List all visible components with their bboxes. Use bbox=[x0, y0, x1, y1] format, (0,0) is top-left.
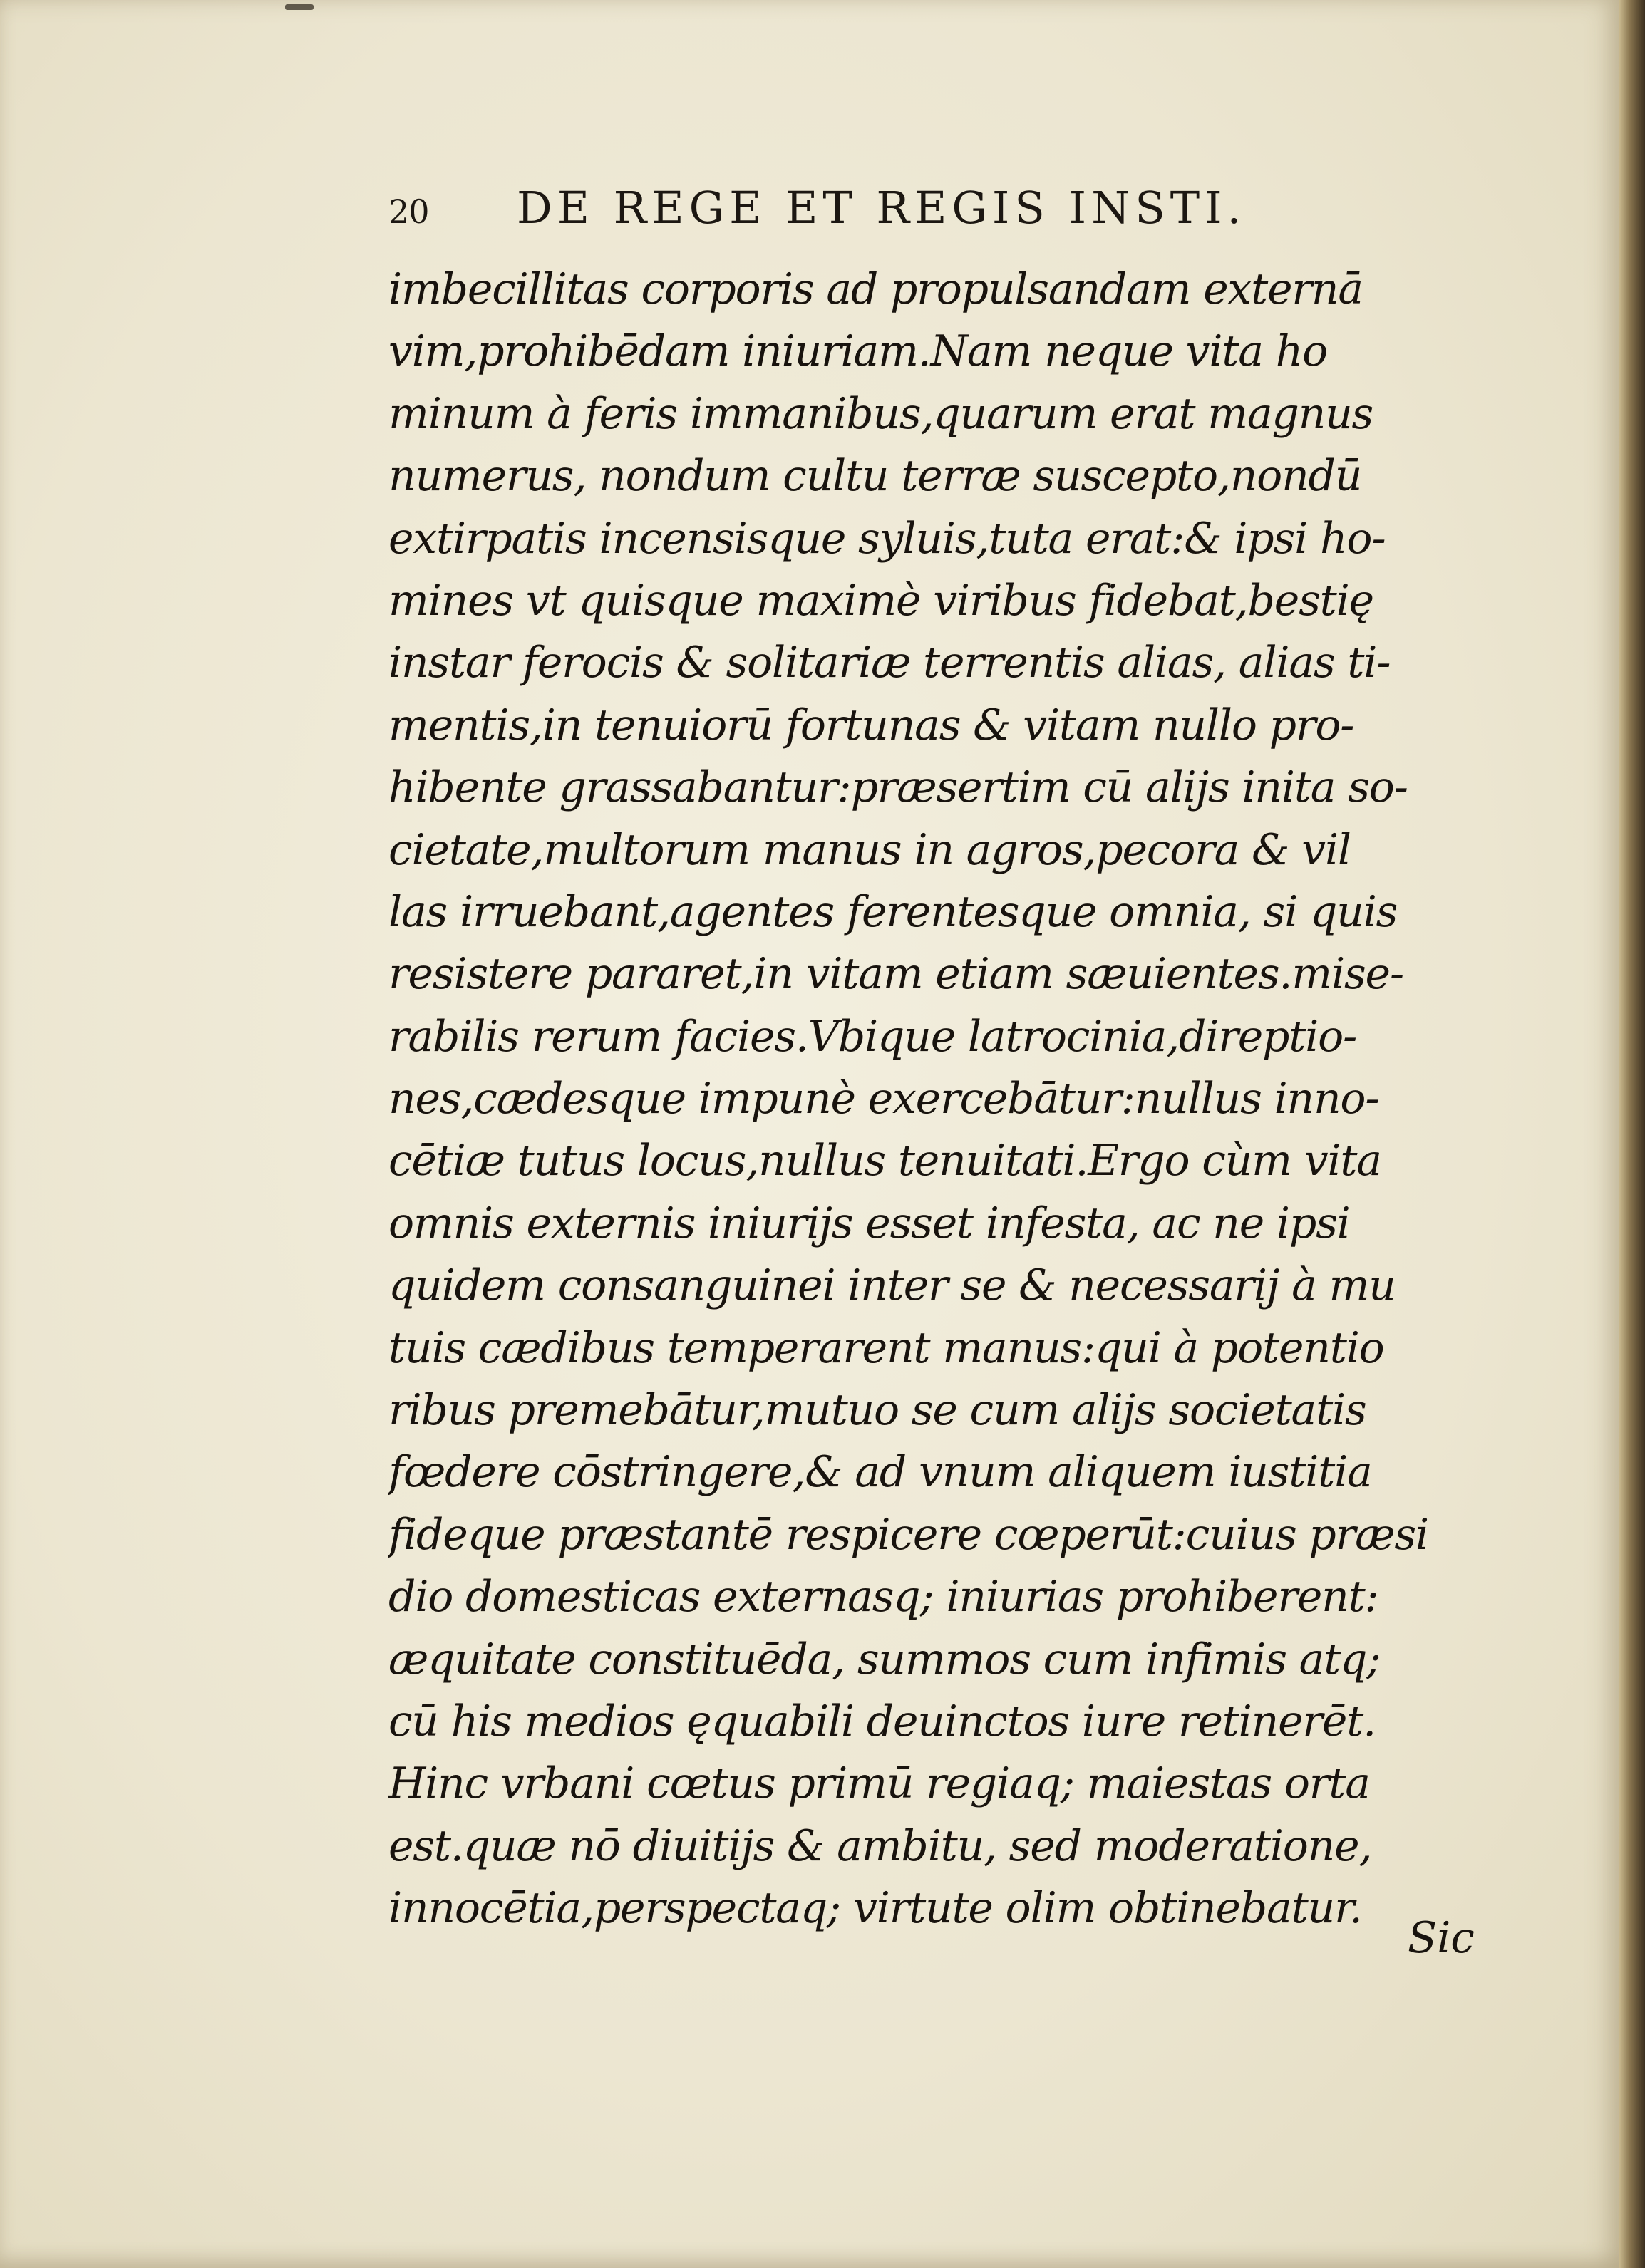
text-line: vim,prohibēdam iniuriam.Nam neque vita ho bbox=[388, 326, 1328, 377]
text-line: instar ferocis & solitariæ terrentis alias, alias ti- bbox=[388, 638, 1391, 688]
text-line: resistere pararet,in vitam etiam sæuientes.mise- bbox=[388, 949, 1403, 1000]
text-line: ribus premebātur,mutuo se cum alijs societatis bbox=[388, 1385, 1366, 1436]
text-line: cētiæ tutus locus,nullus tenuitati.Ergo cùm vita bbox=[388, 1136, 1381, 1186]
text-line: las irruebant,agentes ferentesque omnia, si quis bbox=[388, 886, 1398, 937]
running-head bbox=[388, 182, 1472, 246]
text-line: extirpatis incensisque syluis,tuta erat:& ipsi ho- bbox=[388, 513, 1386, 564]
text-line: cū his medios ęquabili deuinctos iure retinerēt. bbox=[388, 1696, 1376, 1746]
body-text bbox=[388, 259, 1472, 1940]
page-number: 20 bbox=[388, 192, 429, 231]
text-line: mines vt quisque maximè viribus fidebat,bestię bbox=[388, 575, 1373, 626]
text-line: nes,cædesque impunè exercebātur:nullus inno- bbox=[388, 1074, 1379, 1124]
text-line: est.quæ nō diuitijs & ambitu, sed moderatione, bbox=[388, 1821, 1372, 1871]
text-line: mentis,in tenuiorū fortunas & vitam nullo pro- bbox=[388, 700, 1354, 750]
text-line: innocētia,perspectaq; virtute olim obtinebatur. bbox=[388, 1883, 1362, 1934]
text-line: omnis externis iniurijs esset infesta, ac ne ipsi bbox=[388, 1198, 1350, 1248]
text-line: tuis cædibus temperarent manus:qui à potentio bbox=[388, 1322, 1384, 1373]
text-line: cietate,multorum manus in agros,pecora & vil bbox=[388, 824, 1351, 875]
catchword: Sic bbox=[1408, 1913, 1475, 1963]
text-line: fideque præstantē respicere cœperūt:cuius præsi bbox=[388, 1509, 1428, 1560]
text-line: hibente grassabantur:præsertim cū alijs inita so- bbox=[388, 762, 1408, 813]
text-line: dio domesticas externasq; iniurias prohiberent: bbox=[388, 1572, 1378, 1622]
text-line: numerus, nondum cultu terræ suscepto,nondū bbox=[388, 451, 1362, 502]
text-line: rabilis rerum facies.Vbique latrocinia,direptio- bbox=[388, 1011, 1357, 1062]
page-edge-shadow bbox=[1619, 0, 1645, 2268]
text-line: Hinc vrbani cœtus primū regiaq; maiestas orta bbox=[388, 1759, 1370, 1809]
text-block bbox=[388, 182, 1472, 1940]
text-line: imbecillitas corporis ad propulsandam externā bbox=[388, 264, 1363, 314]
running-title: DE REGE ET REGIS INSTI. bbox=[517, 182, 1247, 234]
text-line: minum à feris immanibus,quarum erat magnus bbox=[388, 388, 1373, 439]
ink-spot bbox=[285, 4, 314, 10]
text-line: fœdere cōstringere,& ad vnum aliquem iustitia bbox=[388, 1447, 1372, 1498]
text-line: æquitate constituēda, summos cum infimis atq; bbox=[388, 1634, 1381, 1684]
text-line: quidem consanguinei inter se & necessarij à mu bbox=[388, 1260, 1396, 1311]
